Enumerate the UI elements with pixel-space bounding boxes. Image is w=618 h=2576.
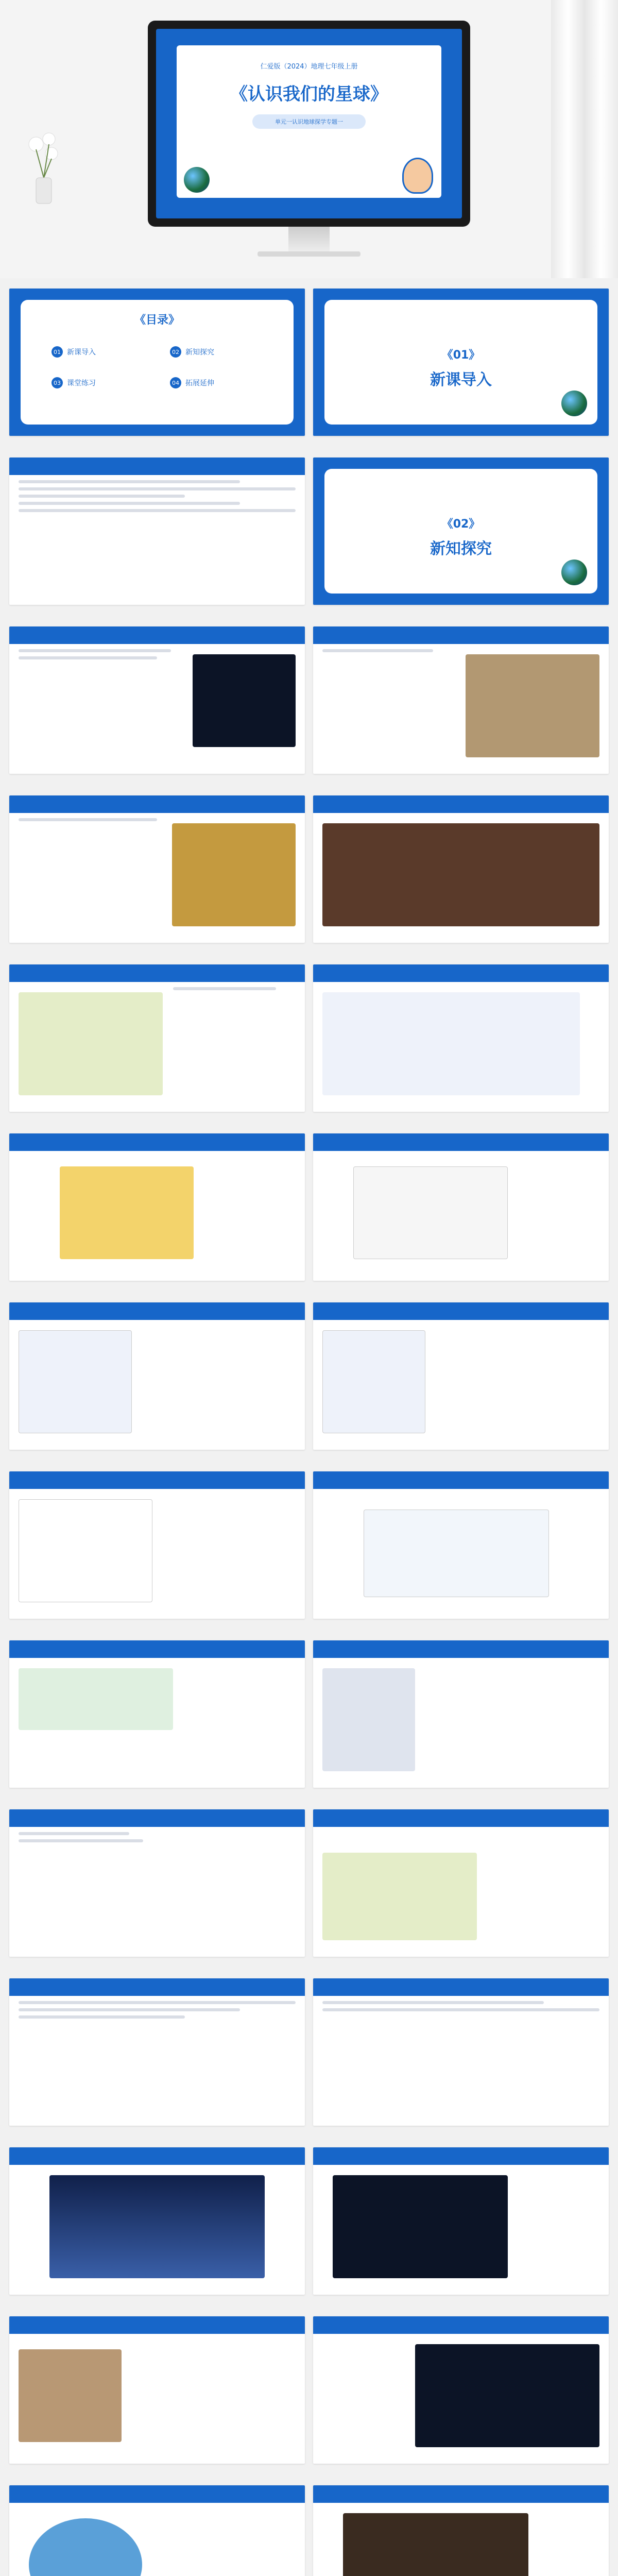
- section-number: 《02》: [441, 518, 480, 531]
- cover-slide: [156, 29, 462, 218]
- toc-item-2[interactable]: 02 新知探究: [170, 346, 214, 358]
- globe-icon: [561, 560, 587, 585]
- slide-body: [19, 480, 296, 599]
- content-slide[interactable]: [313, 1978, 609, 2126]
- monitor-base: [258, 251, 360, 257]
- content-slide[interactable]: [313, 1809, 609, 1957]
- content-slide[interactable]: [313, 1640, 609, 1788]
- monitor-stand: [288, 227, 330, 252]
- cover-card: [177, 45, 441, 198]
- content-slide[interactable]: [9, 964, 305, 1112]
- toc-title: 《目录》: [134, 314, 180, 327]
- content-slide[interactable]: [9, 1809, 305, 1957]
- toc-frame: [21, 300, 294, 425]
- cover-preview: [0, 0, 618, 278]
- content-slide[interactable]: [9, 457, 305, 605]
- section-frame: [324, 300, 597, 425]
- content-slide[interactable]: [9, 795, 305, 943]
- content-slide[interactable]: [9, 2485, 305, 2576]
- toc-slide[interactable]: [9, 289, 305, 436]
- content-slide[interactable]: [313, 964, 609, 1112]
- section-02-slide[interactable]: [313, 457, 609, 605]
- content-slide[interactable]: [313, 795, 609, 943]
- content-slide[interactable]: [313, 1471, 609, 1619]
- content-slide[interactable]: [9, 626, 305, 774]
- cover-subtitle: 单元一认识地球探学专题一: [252, 114, 366, 129]
- content-slide[interactable]: [9, 1133, 305, 1281]
- content-slide[interactable]: [9, 1978, 305, 2126]
- content-slide[interactable]: [313, 1302, 609, 1450]
- globe-icon: [184, 167, 210, 193]
- section-number: 《01》: [441, 349, 480, 362]
- content-slide[interactable]: [313, 2485, 609, 2576]
- astronaut-kid-icon: [402, 158, 433, 194]
- cover-edition: 仁爱版（2024）地理七年级上册: [260, 63, 358, 71]
- section-01-slide[interactable]: [313, 289, 609, 436]
- monitor: [148, 21, 470, 227]
- toc-item-4[interactable]: 04 拓展延伸: [170, 377, 214, 388]
- content-slide[interactable]: [9, 2316, 305, 2464]
- content-slide[interactable]: [9, 1302, 305, 1450]
- toc-item-1[interactable]: 01 新课导入: [52, 346, 96, 358]
- section-frame: [324, 469, 597, 594]
- content-slide[interactable]: [313, 2147, 609, 2295]
- cover-title: 《认识我们的星球》: [230, 84, 388, 105]
- globe-icon: [561, 391, 587, 416]
- content-slide[interactable]: [9, 2147, 305, 2295]
- toc-item-3[interactable]: 03 课堂练习: [52, 377, 96, 388]
- flower-vase-icon: [21, 129, 67, 206]
- curtain-decoration: [551, 0, 618, 278]
- content-slide[interactable]: [313, 1133, 609, 1281]
- content-slide[interactable]: [313, 626, 609, 774]
- content-slide[interactable]: [313, 2316, 609, 2464]
- section-label: 新知探究: [430, 540, 492, 558]
- content-slide[interactable]: [9, 1640, 305, 1788]
- slide-header: [9, 457, 305, 475]
- content-slide[interactable]: [9, 1471, 305, 1619]
- section-label: 新课导入: [430, 371, 492, 389]
